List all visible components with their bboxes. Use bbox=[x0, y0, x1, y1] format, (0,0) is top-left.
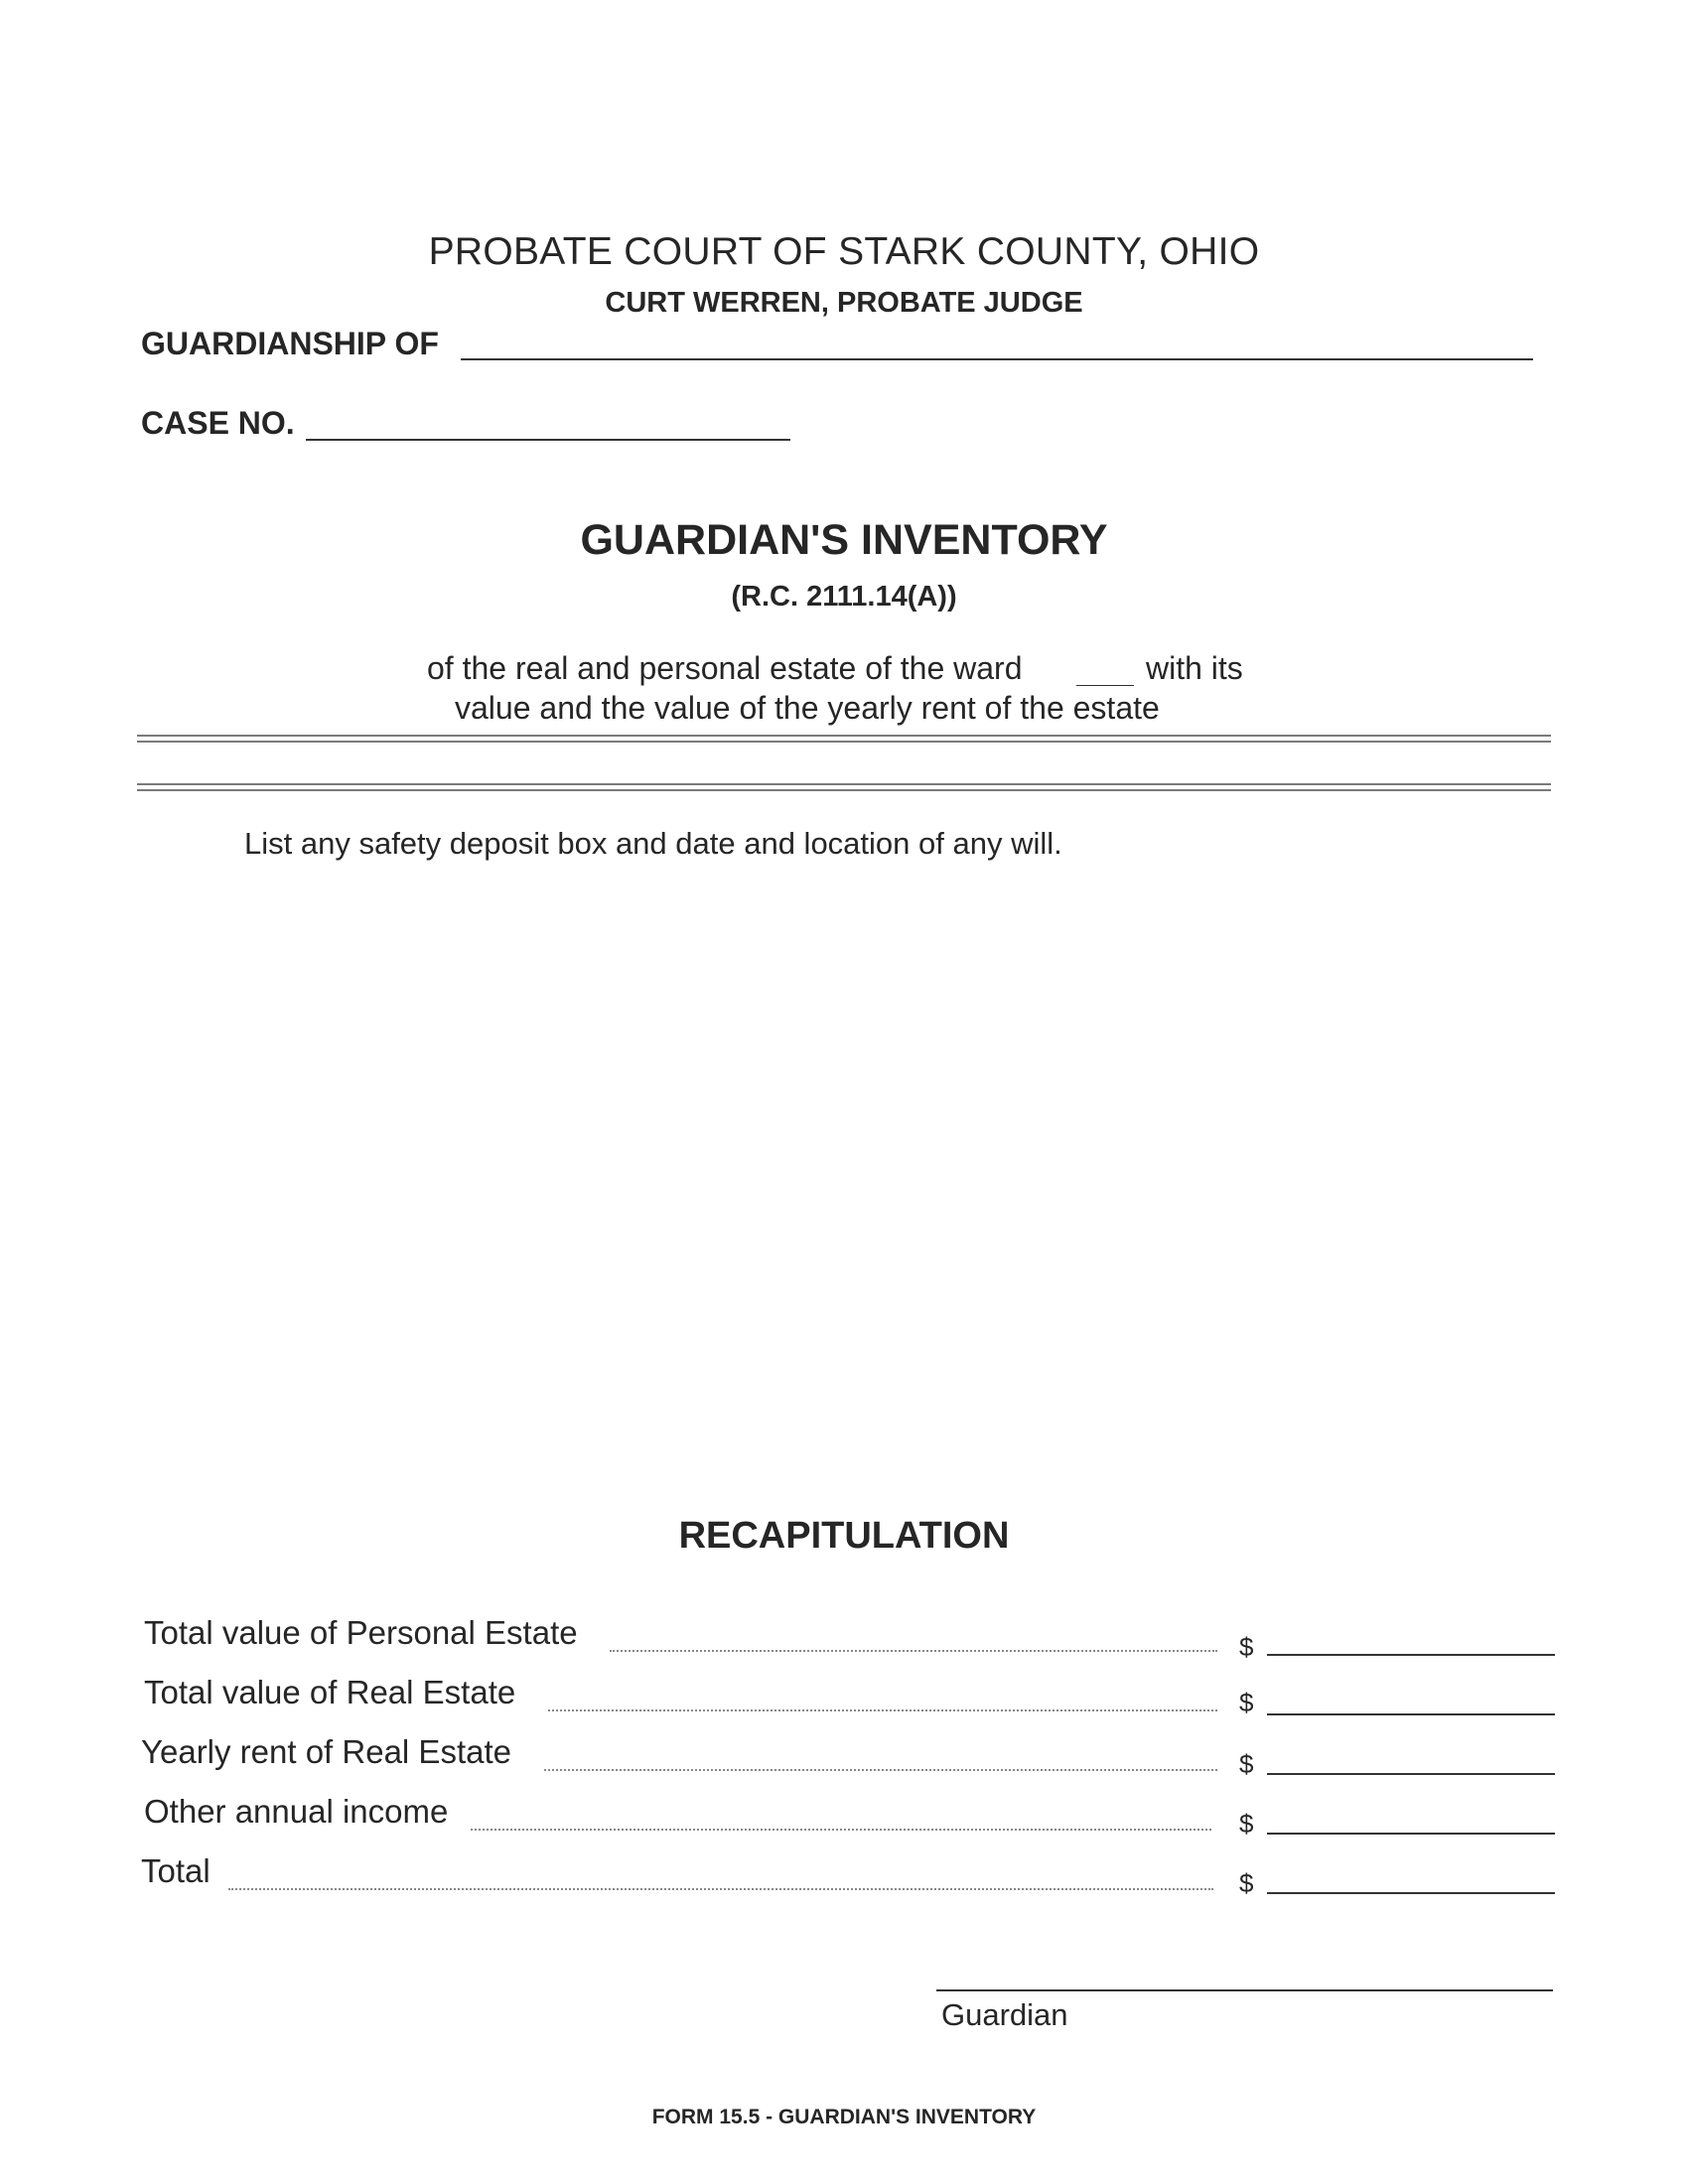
recap-leader-dots bbox=[610, 1650, 1217, 1652]
double-rule-bottom bbox=[137, 783, 1551, 791]
recap-leader-dots bbox=[548, 1709, 1217, 1711]
dollar-sign: $ bbox=[1239, 1809, 1254, 1839]
recap-amount-other-income[interactable] bbox=[1267, 1833, 1555, 1835]
recap-label-personal-estate: Total value of Personal Estate bbox=[144, 1614, 578, 1651]
statute-reference: (R.C. 2111.14(A)) bbox=[731, 581, 957, 613]
dollar-sign: $ bbox=[1239, 1749, 1254, 1779]
judge-name: CURT WERREN, PROBATE JUDGE bbox=[605, 287, 1083, 319]
recap-amount-real-estate[interactable] bbox=[1267, 1713, 1555, 1715]
court-title: PROBATE COURT OF STARK COUNTY, OHIO bbox=[428, 230, 1260, 273]
instruction-text: List any safety deposit box and date and location of any will. bbox=[244, 826, 1062, 861]
case-no-field[interactable] bbox=[306, 439, 790, 441]
dollar-sign: $ bbox=[1239, 1688, 1254, 1717]
recap-amount-yearly-rent[interactable] bbox=[1267, 1773, 1555, 1775]
description-line1-end: with its bbox=[1146, 650, 1243, 686]
description-line2: value and the value of the yearly rent of the estate bbox=[455, 690, 1160, 726]
case-no-label: CASE NO. bbox=[141, 405, 295, 441]
form-footer: FORM 15.5 - GUARDIAN'S INVENTORY bbox=[651, 2106, 1037, 2128]
ward-plural-blank[interactable] bbox=[1076, 685, 1134, 686]
recap-label-total: Total bbox=[141, 1852, 211, 1889]
recap-label-real-estate: Total value of Real Estate bbox=[144, 1674, 516, 1710]
inventory-entry-area[interactable] bbox=[137, 884, 1551, 1459]
recap-leader-dots bbox=[228, 1888, 1213, 1890]
guardianship-field[interactable] bbox=[461, 358, 1533, 360]
form-title: GUARDIAN'S INVENTORY bbox=[580, 516, 1108, 564]
recap-leader-dots bbox=[471, 1829, 1211, 1831]
dollar-sign: $ bbox=[1239, 1868, 1254, 1898]
guardianship-label: GUARDIANSHIP OF bbox=[141, 326, 439, 361]
double-rule-top bbox=[137, 735, 1551, 743]
recap-leader-dots bbox=[544, 1769, 1217, 1771]
guardian-signature-line[interactable] bbox=[936, 1989, 1553, 1991]
recap-amount-total[interactable] bbox=[1267, 1892, 1555, 1894]
guardian-signature-label: Guardian bbox=[941, 1997, 1068, 2032]
description-line1-start: of the real and personal estate of the ward bbox=[427, 650, 1023, 686]
recap-label-yearly-rent: Yearly rent of Real Estate bbox=[141, 1733, 511, 1770]
dollar-sign: $ bbox=[1239, 1632, 1254, 1662]
recap-amount-personal-estate[interactable] bbox=[1267, 1654, 1555, 1656]
recap-label-other-income: Other annual income bbox=[144, 1793, 449, 1830]
recapitulation-title: RECAPITULATION bbox=[678, 1515, 1010, 1557]
